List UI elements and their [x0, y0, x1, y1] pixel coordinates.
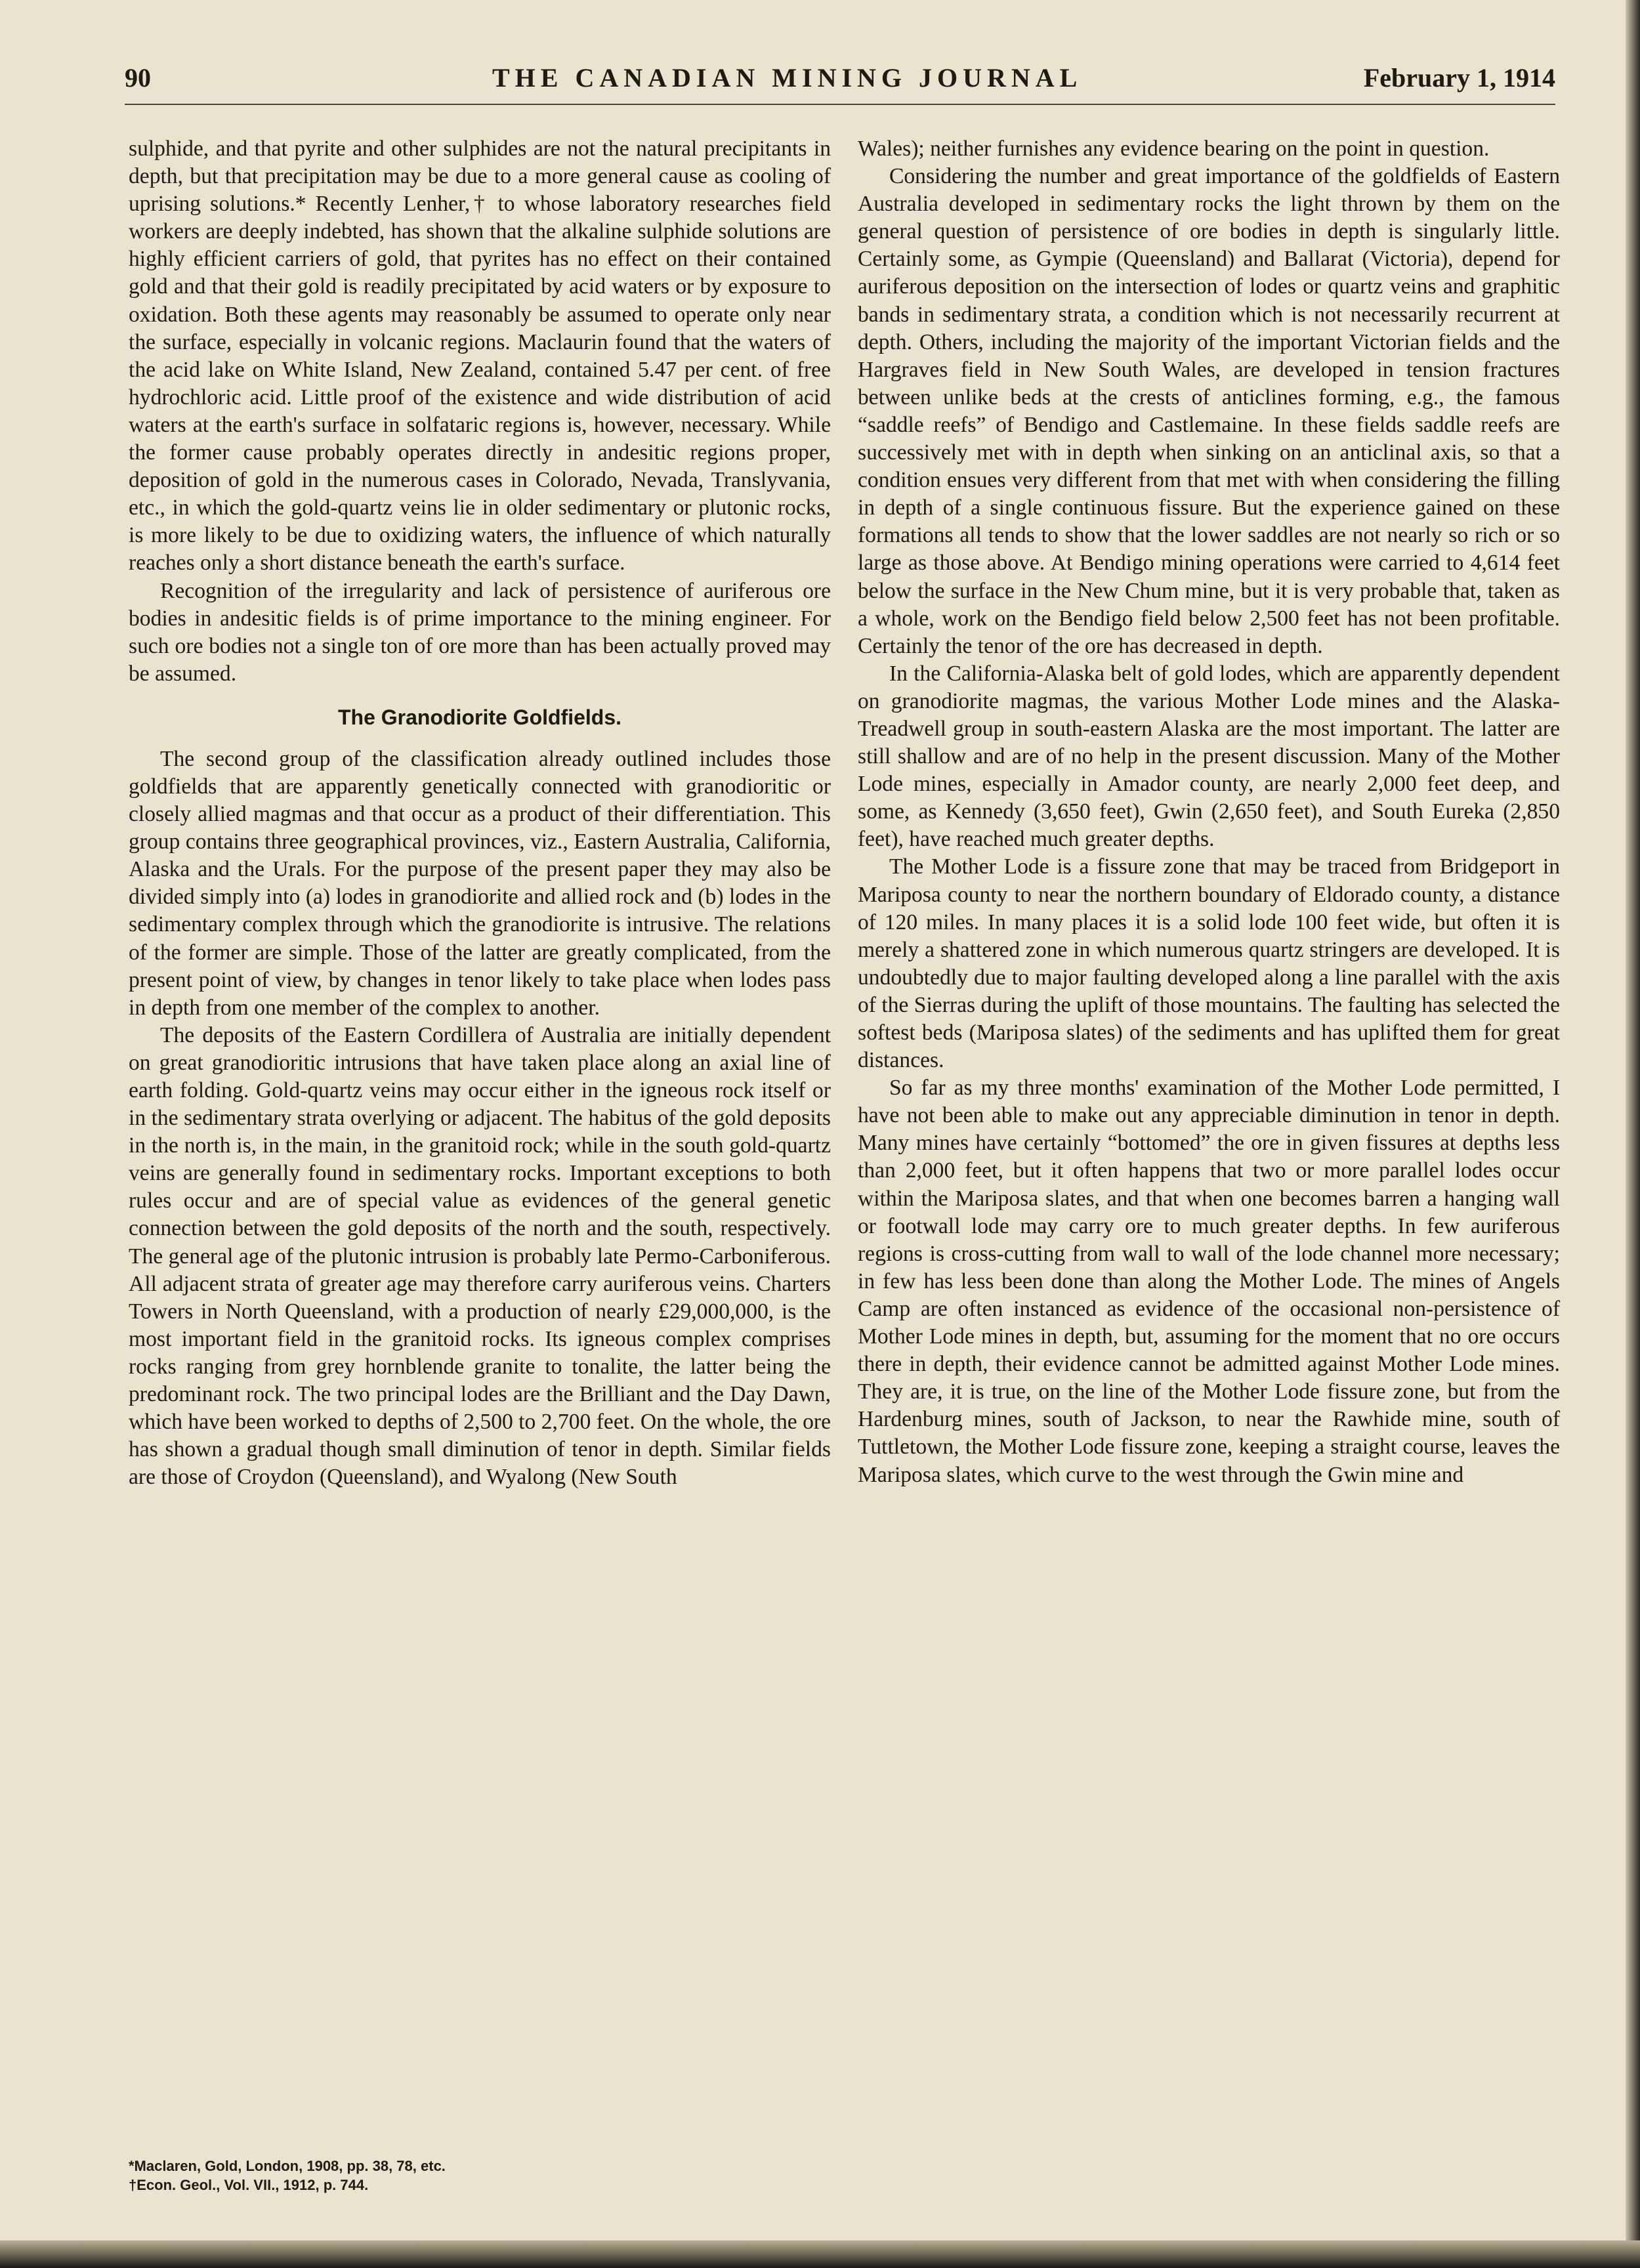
page-spine-shadow — [1626, 0, 1640, 2268]
page-bottom-edge — [0, 2240, 1640, 2268]
section-heading: The Granodiorite Goldfields. — [337, 705, 622, 729]
paragraph: Recognition of the irregularity and lack of persistence of auriferous ore bodies in andesitic fields is of prime importance to the mining engineer. For such ore bodies not a single ton of ore more than has been actually proved may be assumed. — [129, 578, 831, 686]
footnote: †Econ. Geol., Vol. VII., 1912, p. 744. — [129, 2177, 369, 2193]
paragraph: Wales); neither furnishes any evidence bearing on the point in question. — [858, 136, 1490, 161]
journal-title: THE CANADIAN MINING JOURNAL — [492, 63, 1083, 93]
paragraph: Considering the number and great importance of the goldfields of Eastern Australia developed in sedimentary rocks the light thrown by them on the general question of persistence of ore bodies in depth is singularly little. Certainly some, as Gympie (Queensland) and Ballarat (Victoria), depend for auriferous deposition on the intersection of lodes or quartz veins and graphitic bands in sedimentary strata, a condition which is not necessarily recurrent at depth. Others, including the majority of the important Victorian fields and the Hargraves field in New South Wales, are developed in tension fractures between unlike beds at the crests of anticlines forming, e.g., the famous “saddle reefs” of Bendigo and Castlemaine. In these fields saddle reefs are successively met with in depth when sinking on an anticlinal axis, so that a condition ensues very different from that met with when considering the filling in depth of a single continuous fissure. But the experience gained on these formations all tends to show that the lower saddles are not nearly so rich or so large as those above. At Bendigo mining operations were carried to 4,614 feet below the surface in the New Chum mine, but it is very probable that, taken as a whole, work on the Bendigo field below 2,500 feet has not been profitable. Certainly the tenor of the ore has decreased in depth. — [858, 164, 1560, 658]
issue-date: February 1, 1914 — [1363, 63, 1555, 93]
header-rule — [125, 104, 1555, 105]
paragraph: sulphide, and that pyrite and other sulphides are not the natural precipitants in depth, but that precipitation may be due to a more general cause as cooling of uprising solutions.* Recently Lenher,† to whose laboratory researches field workers are deeply indebted, has shown that the alkaline sulphide solutions are highly efficient carriers of gold, that pyrites has no effect on their contained gold and that their gold is readily precipitated by acid waters or by exposure to oxidation. Both these agents may reasonably be assumed to operate only near the surface, especially in volcanic regions. Maclaurin found that the waters of the acid lake on White Island, New Zealand, contained 5.47 per cent. of free hydrochloric acid. Little proof of the existence and wide distribution of acid waters at the earth's surface in solfataric regions is, however, necessary. While the former cause probably operates directly in andesitic regions proper, deposition of gold in the numerous cases in Colorado, Nevada, Translyvania, etc., in which the gold-quartz veins lie in older sedimentary or plutonic rocks, is more likely to be due to oxidizing waters, the influence of which naturally reaches only a short distance beneath the earth's surface. — [129, 136, 831, 576]
page-number: 90 — [125, 63, 151, 93]
paragraph: The deposits of the Eastern Cordillera of Australia are initially dependent on great granodioritic intrusions that have taken place along an axial line of earth folding. Gold-quartz veins may occur either in the igneous rock itself or in the sedimentary strata overlying or adjacent. The habitus of the gold deposits in the north is, in the main, in the granitoid rock; while in the south gold-quartz veins are generally found in sedimentary rocks. Important exceptions to both rules occur and are of special value as evidences of the general genetic connection between the gold deposits of the north and the south, respectively. The general age of the plutonic intrusion is probably late Permo-Carboniferous. All adjacent strata of greater age may therefore carry auriferous veins. Charters Towers in North Queensland, with a production of nearly £29,000,000, is the most important field in the granitoid rocks. Its igneous complex comprises rocks ranging from grey hornblende granite to tonalite, the latter being the predominant rock. The two principal lodes are the Brilliant and the Day Dawn, which have been worked to depths of 2,500 to 2,700 feet. On the whole, the ore has shown a gradual though small diminution of tenor in depth. Similar fields are those of Croydon (Queensland), and Wyalong (New South — [129, 1022, 831, 1490]
paragraph: The second group of the classification already outlined includes those goldfields that are apparently genetically connected with granodioritic or closely allied magmas and that occur as a product of their differentiation. This group contains three geographical provinces, viz., Eastern Australia, California, Alaska and the Urals. For the purpose of the present paper they may also be divided simply into (a) lodes in granodiorite and allied rock and (b) lodes in the sedimentary complex through which the granodiorite is intrusive. The relations of the former are simple. Those of the latter are greatly complicated, from the present point of view, by changes in tenor likely to take place when lodes pass in depth from one member of the complex to another. — [129, 746, 831, 1020]
footnote: *Maclaren, Gold, London, 1908, pp. 38, 78, etc. — [129, 2158, 446, 2174]
paragraph: In the California-Alaska belt of gold lodes, which are apparently dependent on granodiorite magmas, the various Mother Lode mines and the Alaska-Treadwell group in south-eastern Alaska are the most important. The latter are still shallow and are of no help in the present discussion. Many of the Mother Lode mines, especially in Amador county, are nearly 2,000 feet deep, and some, as Kennedy (3,650 feet), Gwin (2,650 feet), and South Eureka (2,850 feet), have reached much greater depths. — [858, 661, 1560, 852]
right-column — [858, 135, 1560, 1489]
left-column — [129, 135, 831, 1491]
paragraph: So far as my three months' examination of the Mother Lode permitted, I have not been able to make out any appreciable diminution in tenor in depth. Many mines have certainly “bottomed” the ore in given fissures at depths less than 2,000 feet, but it often happens that two or more parallel lodes occur within the Mariposa slates, and that when one becomes barren a hanging wall or footwall lode may carry ore to much greater depths. In few auriferous regions is cross-cutting from wall to wall of the lode channel more necessary; in few has less been done than along the Mother Lode. The mines of Angels Camp are often instanced as evidence of the occasional non-persistence of Mother Lode mines in depth, but, assuming for the moment that no ore occurs there in depth, their evidence cannot be admitted against Mother Lode mines. They are, it is true, on the line of the Mother Lode fissure zone, but from the Hardenburg mines, south of Jackson, to near the Rawhide mine, south of Tuttletown, the Mother Lode fissure zone, keeping a straight course, leaves the Mariposa slates, which curve to the west through the Gwin mine and — [858, 1076, 1560, 1487]
paragraph: The Mother Lode is a fissure zone that may be traced from Bridgeport in Mariposa county to near the northern boundary of Eldorado county, a distance of 120 miles. In many places it is a solid lode 100 feet wide, but often it is merely a shattered zone in which numerous quartz stringers are developed. It is undoubtedly due to major faulting developed along a line parallel with the axis of the Sierras during the uplift of those mountains. The faulting has selected the softest beds (Mariposa slates) of the sediments and has uplifted them for great distances. — [858, 854, 1560, 1073]
footnotes — [129, 2156, 831, 2194]
running-header — [125, 62, 1555, 102]
